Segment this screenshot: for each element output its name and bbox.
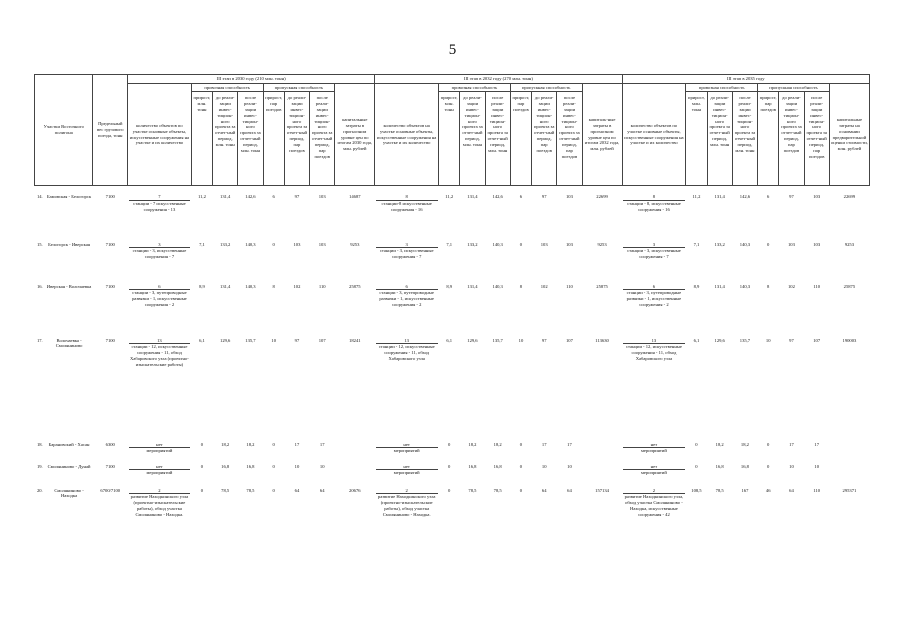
before-pairs-value: 97 xyxy=(541,337,547,343)
before-pairs-value: 97 xyxy=(789,194,794,199)
increase-value: 0 xyxy=(695,463,698,469)
objects-description: станции - 3, искусственные сооружения - 7 xyxy=(132,248,187,260)
after-pairs-value: 10 xyxy=(319,463,325,469)
table-body xyxy=(35,186,870,558)
col-header-objects-1: количество объектов по участке основные объекты, искусственные сооружения на участке и их количество xyxy=(128,84,192,186)
capex-value: 9253 xyxy=(844,241,854,247)
section-name: Смоляниново - Дунай xyxy=(47,463,91,469)
table-row xyxy=(35,284,870,338)
objects-description: мероприятий xyxy=(393,470,420,476)
before-value: 131,4 xyxy=(220,194,231,199)
before-value: 133,2 xyxy=(714,241,725,247)
after-pairs-value: 103 xyxy=(318,194,326,199)
capex-value xyxy=(582,464,622,488)
objects-description: станции - 8, искусственные сооружения - 16 xyxy=(627,200,681,212)
capex-value: 20676 xyxy=(349,487,361,493)
before-pairs-value: 10 xyxy=(294,463,300,469)
row-number: 15. xyxy=(36,241,43,247)
increase-value: 7,1 xyxy=(693,241,700,247)
increase-pairs-value: 0 xyxy=(272,441,275,447)
col-header-after-1: после реали-зации инвес-тицион-ного проекта за отчет-ный период, млн. тонн xyxy=(238,92,263,186)
objects-count: 3 xyxy=(623,242,685,249)
after-pairs-value: 107 xyxy=(565,337,573,343)
col-header-capex-1: капитальные затраты в прогнозном уровне цен по итогам 2030 года, млн. рублей xyxy=(335,84,375,186)
before-pairs-value: 17 xyxy=(294,441,300,447)
objects-count: нет xyxy=(129,442,191,449)
after-value: 140,3 xyxy=(492,241,503,247)
objects-count: 8 xyxy=(623,194,685,201)
objects-count: 13 xyxy=(376,338,438,345)
objects-description: развитие Находкинского узла, обход участка Смоляниново - Находка, искусственные сооружения - 42 xyxy=(624,494,684,517)
col-header-increase-pairs-3: прирост, пар поездов xyxy=(758,92,779,186)
increase-pairs-value: 8 xyxy=(767,283,770,289)
before-value: 78,5 xyxy=(468,487,477,493)
after-pairs-value: 103 xyxy=(813,194,821,199)
objects-description: мероприятий xyxy=(393,448,420,454)
capex-value xyxy=(335,464,375,488)
row-number: 18. xyxy=(36,441,43,447)
section-name: Иверская - Волочаевка xyxy=(46,283,92,289)
after-pairs-value: 110 xyxy=(318,283,326,289)
objects-description: станции - 12, искусственные сооружения - 11, обход Хабаровского узла xyxy=(625,344,682,362)
before-value: 131,4 xyxy=(467,283,478,289)
train-weight: 7100 xyxy=(105,337,115,343)
before-pairs-value: 103 xyxy=(787,241,795,247)
capex-value: 18241 xyxy=(349,337,361,343)
capex-value xyxy=(829,464,869,488)
objects-cell xyxy=(622,242,686,284)
capex-value: 14687 xyxy=(349,194,361,199)
before-pairs-value: 103 xyxy=(293,241,301,247)
increase-value: 6,1 xyxy=(199,337,205,343)
col-header-before-pairs-1: до реали-зации инвес-тицион-ного проекта за отчет-ный период, пар поездов xyxy=(284,92,309,186)
increase-pairs-value: 8 xyxy=(272,283,275,289)
col-header-increase-pairs-2: прирост, пар поездов xyxy=(510,92,531,186)
after-value: 135,7 xyxy=(739,337,751,343)
capex-value: 9253 xyxy=(597,241,607,247)
group-header-provoznaya-3: провозная способность xyxy=(686,84,758,92)
objects-count: 7 xyxy=(129,194,191,201)
capex-value xyxy=(335,442,375,464)
col-header-before-pairs-3: до реали-зации инвес-тицион-ного проекта за отчет-ный период, пар поездов xyxy=(779,92,804,186)
increase-value: 11,2 xyxy=(445,194,454,199)
after-pairs-value: 107 xyxy=(318,337,326,343)
after-pairs-value: 103 xyxy=(565,194,573,199)
increase-pairs-value: 0 xyxy=(519,463,523,469)
train-weight: 6300 xyxy=(105,441,115,447)
objects-cell xyxy=(128,284,192,338)
after-value: 16,8 xyxy=(740,463,749,469)
after-value: 140,3 xyxy=(492,283,503,289)
increase-pairs-value: 6 xyxy=(519,194,523,199)
capex-value: 25875 xyxy=(349,283,361,289)
capex-value: 9253 xyxy=(350,241,360,247)
objects-cell xyxy=(128,488,192,558)
after-value: 140,3 xyxy=(739,283,751,289)
capex-value xyxy=(829,442,869,464)
table-row xyxy=(35,186,870,242)
increase-pairs-value: 0 xyxy=(272,487,275,493)
before-pairs-value: 64 xyxy=(541,487,547,493)
objects-description: мероприятий xyxy=(641,470,667,476)
table-header xyxy=(35,75,870,186)
after-value: 140,3 xyxy=(739,241,751,247)
before-pairs-value: 97 xyxy=(789,337,794,343)
increase-value: 6,1 xyxy=(693,337,700,343)
objects-description: станции - 3, путепроводные развязки - 1, искусственные сооружения - 2 xyxy=(626,290,682,308)
train-weight: 6700/7100 xyxy=(100,487,121,493)
col-header-after-2: после реали-зации инвес-тицион-ного проекта за отчет-ный период, млн. тонн xyxy=(485,92,510,186)
objects-cell xyxy=(375,284,439,338)
section-name: Барановский - Хасан xyxy=(48,441,90,447)
increase-value: 0 xyxy=(200,487,204,493)
before-pairs-value: 64 xyxy=(789,487,794,493)
before-value: 16,8 xyxy=(221,463,230,469)
objects-description: развитие Находкинского узла (проектно-изыскательские работы), обход участка Смоляниново - Находка. xyxy=(377,494,436,517)
objects-count: 2 xyxy=(129,488,191,495)
increase-value: 0 xyxy=(448,441,451,447)
objects-count: 13 xyxy=(129,338,191,345)
after-value: 18,2 xyxy=(740,441,749,447)
objects-cell xyxy=(622,488,686,558)
increase-value: 8,9 xyxy=(693,283,700,289)
after-value: 78,5 xyxy=(246,487,255,493)
increase-pairs-value: 10 xyxy=(271,337,276,343)
objects-cell xyxy=(128,186,192,242)
after-pairs-value: 17 xyxy=(319,441,325,447)
col-header-before-1: до реали-зации инвес-тицион-ного проекта за отчет-ный период, млн. тонн xyxy=(213,92,238,186)
group-header-propusknaya-2: пропускная способность xyxy=(510,84,582,92)
before-pairs-value: 97 xyxy=(541,194,547,199)
col-header-objects-2: количество объектов на участке основные объекты, искусственные сооружения на участке и их количество xyxy=(375,84,439,186)
page-number: 5 xyxy=(448,42,457,58)
after-pairs-value: 103 xyxy=(565,241,573,247)
before-value: 18,2 xyxy=(221,441,230,447)
objects-description: станции-8 искусственные сооружения - 16 xyxy=(381,200,432,212)
objects-count: 2 xyxy=(376,488,438,495)
after-pairs-value: 103 xyxy=(813,241,821,247)
group-header-provoznaya-1: провозная способность xyxy=(191,84,263,92)
objects-count: 6 xyxy=(623,284,685,291)
col-header-capex-3: капитальные затраты на основании предварительной оценки стоимости, млн. рублей xyxy=(829,84,869,186)
objects-description: станции - 3, путепроводные развязки - 1, искусственные сооружения - 2 xyxy=(132,290,187,308)
objects-description: станции - 12, искусственные сооружения - 11, обход Хабаровского узла xyxy=(378,344,435,362)
after-pairs-value: 110 xyxy=(813,487,821,493)
after-value: 16,8 xyxy=(493,463,502,469)
col-header-before-3: до реали-зации инвес-тицион-ного проекта за отчет-ный период, млн. тонн xyxy=(707,92,732,186)
row-number: 20. xyxy=(36,487,43,493)
after-pairs-value: 110 xyxy=(813,283,821,289)
before-value: 78,5 xyxy=(715,487,724,493)
after-value: 142,6 xyxy=(245,194,256,199)
objects-cell xyxy=(128,464,192,488)
objects-description: станции - 7 искусственные сооружения - 13 xyxy=(133,200,186,212)
increase-pairs-value: 10 xyxy=(765,337,771,343)
objects-count: нет xyxy=(376,442,438,449)
col-header-capex-2: капиталь-ные затраты в прогнозном уровне цен по итогам 2032 года, млн. рублей xyxy=(582,84,622,186)
increase-value: 7,1 xyxy=(446,241,453,247)
after-value: 18,2 xyxy=(246,441,255,447)
objects-cell xyxy=(128,338,192,442)
increase-value: 8,9 xyxy=(199,283,205,289)
table-row xyxy=(35,338,870,442)
capex-value: 113630 xyxy=(595,337,609,343)
section-name: Волочаевка - Смоляниново xyxy=(55,337,83,349)
objects-cell xyxy=(375,464,439,488)
capex-value: 25875 xyxy=(596,283,608,289)
col-header-increase-1: прирост, млн. тонн xyxy=(191,92,212,186)
increase-pairs-value: 0 xyxy=(272,463,275,469)
table-row xyxy=(35,442,870,464)
objects-description: мероприятий xyxy=(146,448,173,454)
increase-value: 0 xyxy=(200,441,204,447)
before-value: 78,5 xyxy=(221,487,230,493)
objects-cell xyxy=(622,464,686,488)
increase-value: 0 xyxy=(200,463,204,469)
after-pairs-value: 10 xyxy=(567,463,572,469)
group-header-propusknaya-1: пропускная способность xyxy=(263,84,335,92)
after-pairs-value: 103 xyxy=(318,241,326,247)
objects-count: нет xyxy=(623,464,685,471)
objects-description: станции - 12, искусственные сооружения - 11, обход Хабаровского узла (проектно-изыскательские работы) xyxy=(130,344,189,367)
before-value: 18,2 xyxy=(468,441,477,447)
before-pairs-value: 17 xyxy=(789,441,794,447)
objects-count: нет xyxy=(623,442,685,449)
increase-pairs-value: 0 xyxy=(519,487,523,493)
after-value: 140,3 xyxy=(245,241,256,247)
objects-cell xyxy=(375,442,439,464)
before-pairs-value: 102 xyxy=(787,283,795,289)
before-value: 129,6 xyxy=(220,337,231,343)
objects-description: станции - 3, искусственные сооружения - 7 xyxy=(627,248,681,260)
objects-count: 13 xyxy=(623,338,685,345)
stage-header-2030: III этап в 2030 году (210 млн. тонн) xyxy=(128,75,375,84)
after-value: 142,6 xyxy=(739,194,751,199)
increase-value: 0 xyxy=(448,487,451,493)
group-header-provoznaya-2: провозная способность xyxy=(439,84,511,92)
increase-pairs-value: 10 xyxy=(518,337,524,343)
increase-pairs-value: 0 xyxy=(767,241,770,247)
increase-value: 11,2 xyxy=(692,194,701,199)
before-pairs-value: 97 xyxy=(294,194,300,199)
col-header-weight: Предельный вес грузового поезда, тонн xyxy=(93,75,128,186)
objects-count: 8 xyxy=(376,194,438,201)
col-header-increase-3: прирост, млн. тонн xyxy=(686,92,707,186)
objects-count: 6 xyxy=(129,284,191,291)
row-number: 16. xyxy=(36,283,43,289)
increase-pairs-value: 0 xyxy=(272,241,275,247)
section-name: Белогорск - Иверская xyxy=(48,241,90,247)
after-pairs-value: 17 xyxy=(567,441,572,447)
before-value: 131,4 xyxy=(714,283,725,289)
increase-value: 7,1 xyxy=(199,241,205,247)
before-pairs-value: 64 xyxy=(294,487,300,493)
increase-pairs-value: 6 xyxy=(767,194,770,199)
before-pairs-value: 17 xyxy=(541,441,547,447)
objects-cell xyxy=(375,242,439,284)
train-weight: 7100 xyxy=(105,283,115,289)
before-pairs-value: 10 xyxy=(789,463,794,469)
objects-description: станции - 3, искусственные сооружения - 7 xyxy=(379,248,434,260)
after-value: 135,7 xyxy=(245,337,256,343)
before-value: 131,4 xyxy=(467,194,478,199)
increase-pairs-value: 46 xyxy=(765,487,771,493)
increase-pairs-value: 0 xyxy=(519,441,523,447)
objects-count: 3 xyxy=(376,242,438,249)
col-header-after-pairs-1: после реали-зации инвес-тицион-ного проекта за отчет-ный период, пар поездов xyxy=(310,92,335,186)
objects-count: нет xyxy=(129,464,191,471)
row-number: 17. xyxy=(36,337,43,343)
objects-cell xyxy=(622,284,686,338)
stage-header-2035: III этап в 2035 году xyxy=(622,75,869,84)
objects-count: нет xyxy=(376,464,438,471)
section-name: Смоляниново - Находка xyxy=(54,487,84,499)
col-header-increase-pairs-1: прирост, пар поездов xyxy=(263,92,284,186)
capex-value: 25875 xyxy=(843,283,856,289)
col-header-after-pairs-2: после реали-зации инвес-тицион-ного проекта за отчет-ный период, пар поездов xyxy=(557,92,582,186)
increase-pairs-value: 0 xyxy=(767,463,770,469)
objects-count: 6 xyxy=(376,284,438,291)
stage-header-2032: III этап в 2032 году (270 млн. тонн) xyxy=(375,75,622,84)
before-pairs-value: 103 xyxy=(540,241,548,247)
after-value: 142,6 xyxy=(492,194,503,199)
increase-value: 11,2 xyxy=(198,194,206,199)
objects-cell xyxy=(622,442,686,464)
train-weight: 7100 xyxy=(105,241,115,247)
after-value: 78,5 xyxy=(493,487,502,493)
before-pairs-value: 102 xyxy=(540,283,548,289)
after-pairs-value: 10 xyxy=(814,463,819,469)
col-header-increase-2: прирост, млн. тонн xyxy=(439,92,460,186)
before-value: 131,4 xyxy=(220,283,231,289)
after-pairs-value: 17 xyxy=(814,441,819,447)
increase-pairs-value: 0 xyxy=(767,441,770,447)
col-header-after-3: после реали-зации инвес-тицион-ного проекта за отчет-ный период, млн. тонн xyxy=(732,92,757,186)
table-row xyxy=(35,242,870,284)
row-number: 14. xyxy=(36,194,43,199)
col-header-after-pairs-3: после реали-зации инвес-тицион-ного проекта за отчет-ный период, пар поездов xyxy=(804,92,829,186)
after-value: 18,2 xyxy=(493,441,502,447)
increase-value: 108,5 xyxy=(691,487,702,493)
after-value: 135,7 xyxy=(492,337,503,343)
before-pairs-value: 97 xyxy=(294,337,300,343)
before-value: 131,4 xyxy=(714,194,725,199)
col-header-before-pairs-2: до реали-зации инвес-тицион-ного проекта за отчет-ный период, пар поездов xyxy=(532,92,557,186)
capex-value: 22699 xyxy=(843,194,856,199)
increase-pairs-value: 6 xyxy=(272,194,275,199)
objects-description: станции - 3, путепроводные развязки - 1, искусственные сооружения - 2 xyxy=(379,290,434,308)
table-row xyxy=(35,464,870,488)
before-pairs-value: 10 xyxy=(541,463,547,469)
before-value: 129,6 xyxy=(714,337,725,343)
increase-value: 8,9 xyxy=(446,283,453,289)
objects-description: мероприятий xyxy=(146,470,173,476)
train-weight: 7100 xyxy=(105,463,115,469)
before-value: 129,6 xyxy=(467,337,478,343)
increase-value: 0 xyxy=(448,463,451,469)
table-row xyxy=(35,488,870,558)
capex-value xyxy=(582,442,622,464)
col-header-section: Участки Восточного полигона xyxy=(35,75,93,186)
train-weight: 7100 xyxy=(105,194,115,199)
increase-value: 6,1 xyxy=(446,337,453,343)
section-name: Бамовская - Белогорск xyxy=(47,194,92,199)
before-value: 16,8 xyxy=(715,463,724,469)
increase-pairs-value: 8 xyxy=(519,283,523,289)
after-value: 16,8 xyxy=(246,463,255,469)
capex-value: 157134 xyxy=(595,487,609,493)
after-value: 167 xyxy=(741,487,749,493)
row-number: 19. xyxy=(36,463,43,469)
after-pairs-value: 107 xyxy=(813,337,821,343)
objects-cell xyxy=(128,242,192,284)
col-header-objects-3: количество объектов по участке основные объекты, искусственные сооружения на участке и их количество xyxy=(622,84,686,186)
before-value: 18,2 xyxy=(715,441,724,447)
after-pairs-value: 64 xyxy=(319,487,325,493)
increase-pairs-value: 0 xyxy=(519,241,523,247)
group-header-propusknaya-3: пропускная способность xyxy=(758,84,830,92)
after-value: 140,3 xyxy=(245,283,256,289)
before-value: 133,2 xyxy=(220,241,231,247)
capacity-table xyxy=(34,74,870,558)
objects-cell xyxy=(375,338,439,442)
objects-count: 2 xyxy=(623,488,685,495)
increase-value: 0 xyxy=(695,441,698,447)
col-header-before-2: до реали-зации инвес-тицион-ного проекта за отчет-ный период, млн. тонн xyxy=(460,92,485,186)
after-pairs-value: 64 xyxy=(567,487,572,493)
before-value: 16,8 xyxy=(468,463,477,469)
capex-value: 295371 xyxy=(842,487,857,493)
objects-count: 3 xyxy=(129,242,191,249)
after-pairs-value: 110 xyxy=(566,283,573,289)
objects-description: развитие Находкинского узла (проектно-изыскательские работы), обход участка Смоляниново - Находка. xyxy=(130,494,189,517)
objects-cell xyxy=(622,186,686,242)
objects-cell xyxy=(375,488,439,558)
objects-cell xyxy=(375,186,439,242)
objects-cell xyxy=(128,442,192,464)
before-value: 133,2 xyxy=(467,241,478,247)
capex-value: 190003 xyxy=(842,337,857,343)
before-pairs-value: 102 xyxy=(293,283,301,289)
capex-value: 22699 xyxy=(596,194,608,199)
objects-cell xyxy=(622,338,686,442)
objects-description: мероприятий xyxy=(641,448,667,454)
